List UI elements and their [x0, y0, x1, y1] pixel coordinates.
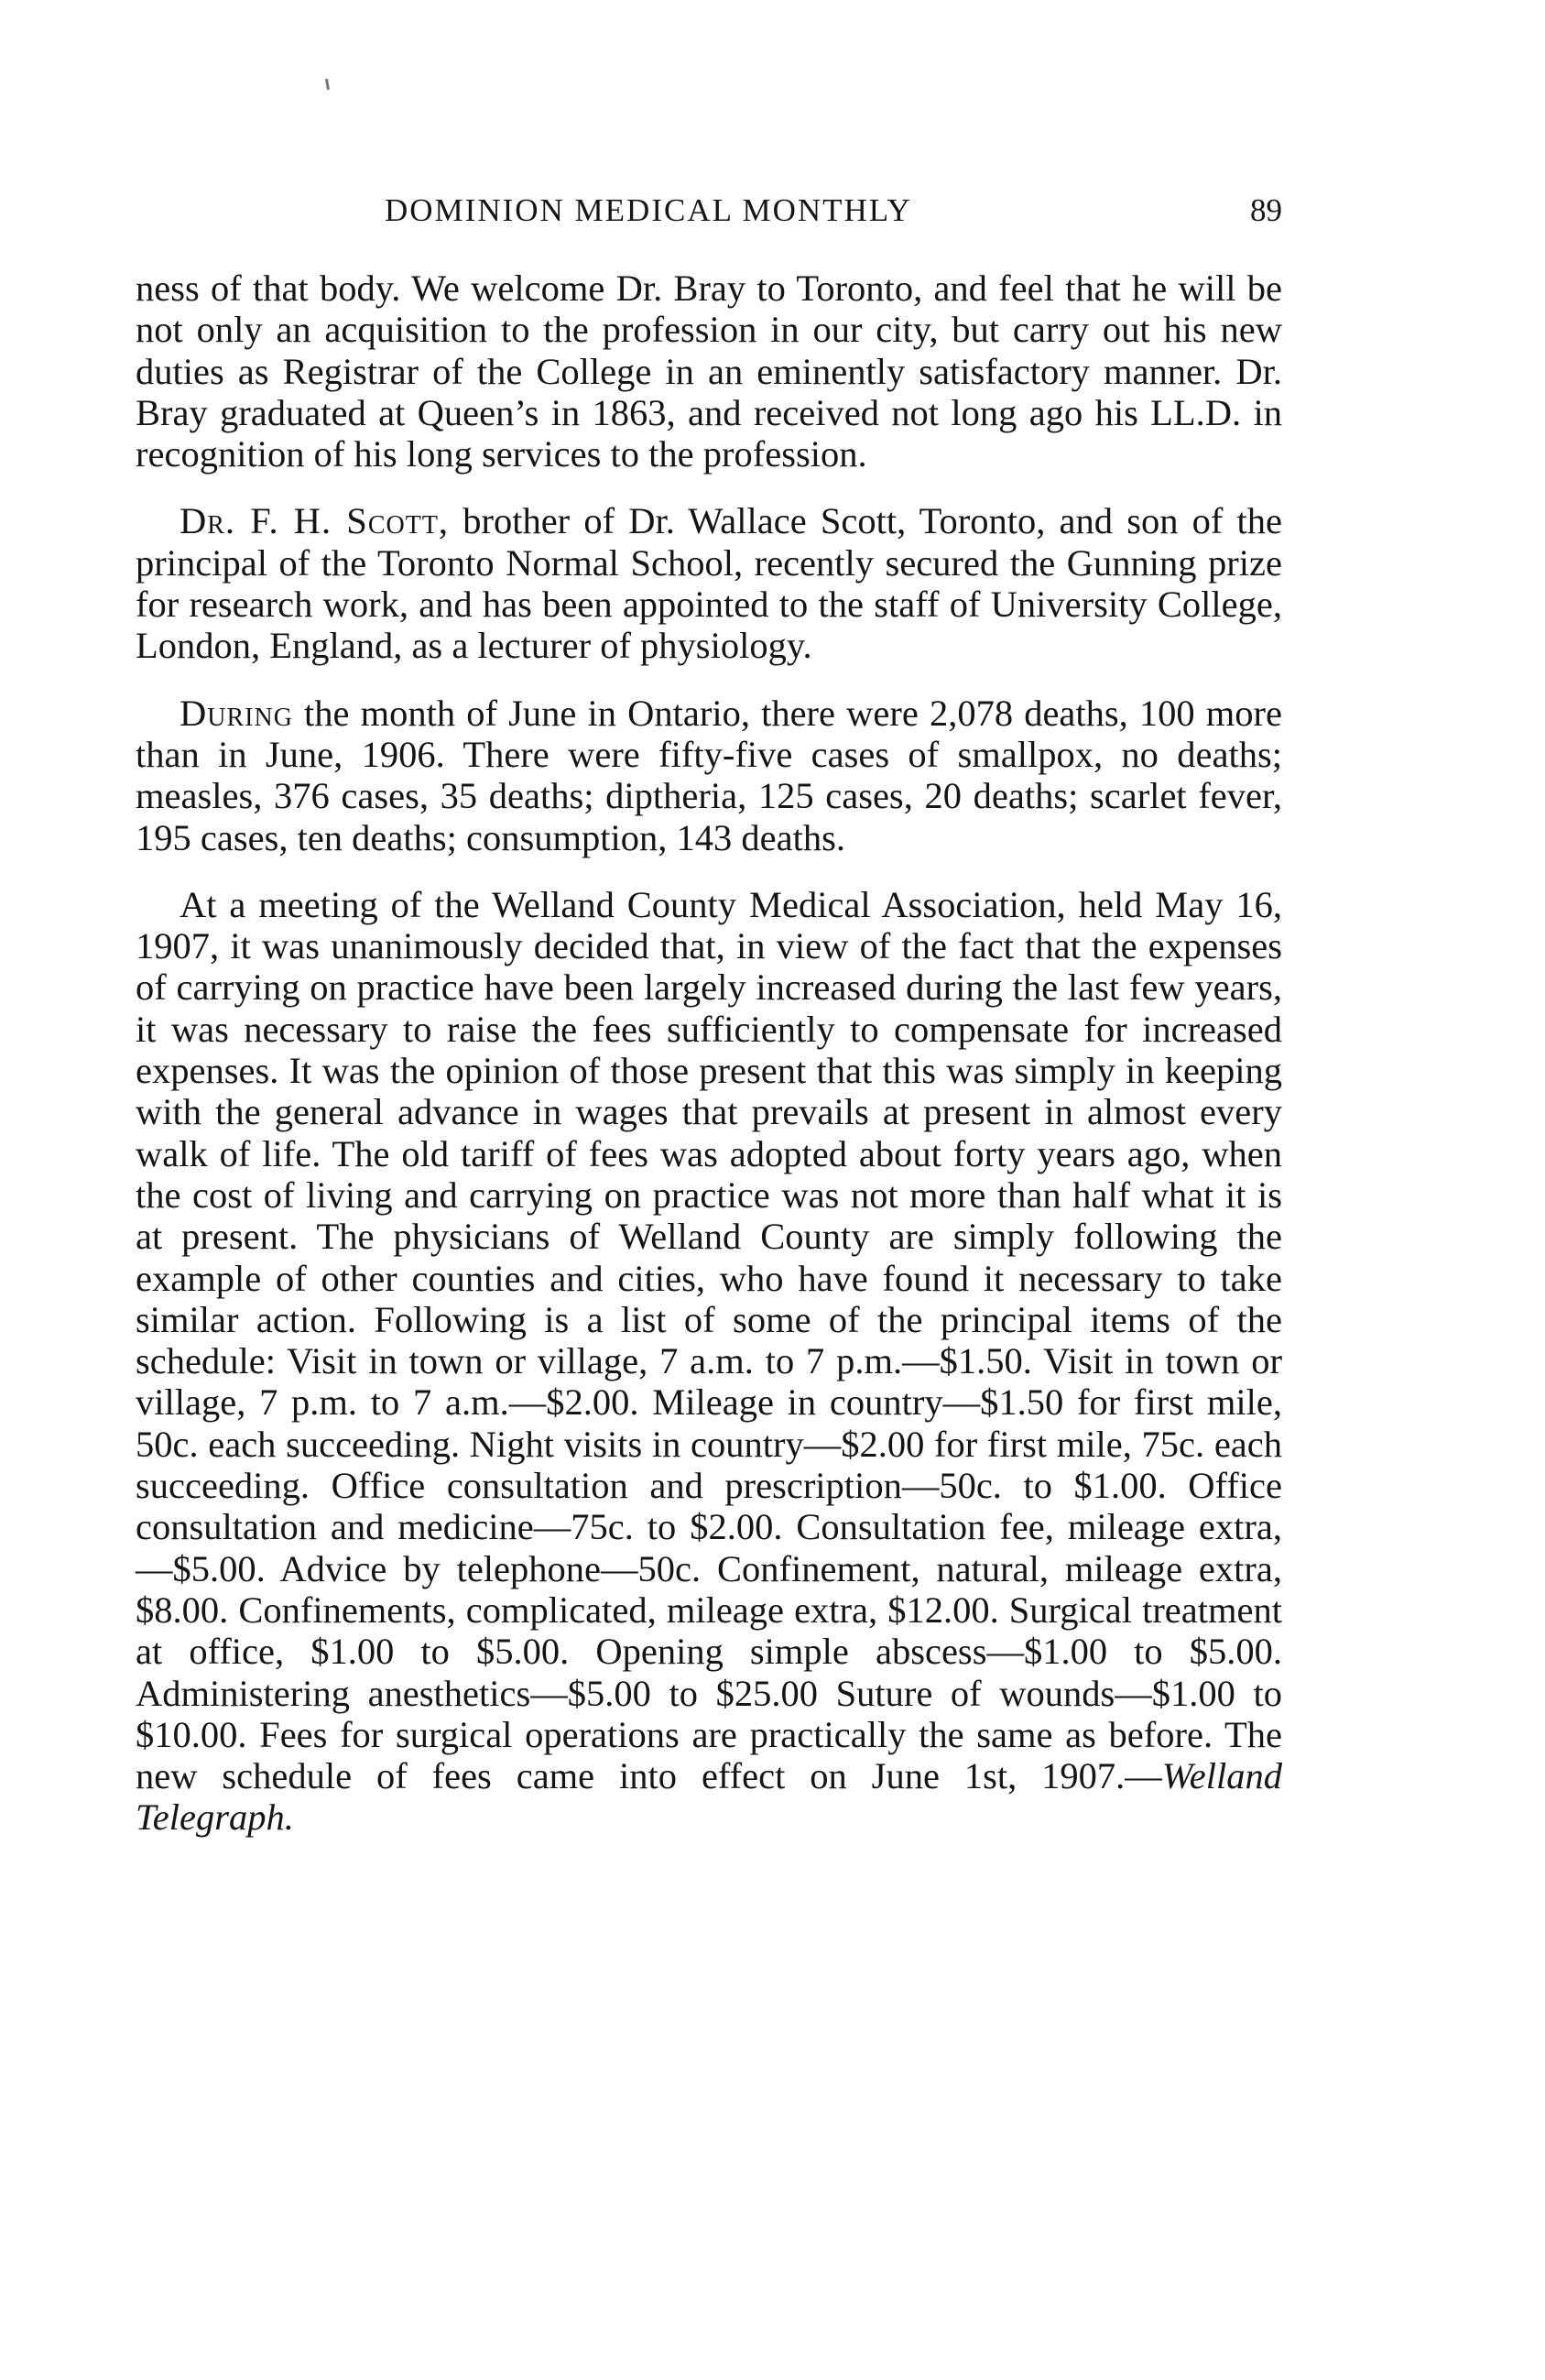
- paragraph-welland-fees: [136, 884, 1282, 1839]
- paragraph-text: the month of June in Ontario, there were 2,078 deaths, 100 more than in June, 1906. There were fifty-five cases of smallpox, no deaths; measles, 376 cases, 35 deaths; diptheria, 125 cases, 20 deaths; scarlet fever, 195 cases, ten deaths; consumption, 143 deaths.: [136, 692, 1282, 858]
- paragraph-ontario-deaths: [136, 693, 1282, 858]
- paragraph-scott: [136, 500, 1282, 666]
- source-citation: Welland Telegraph.: [136, 1755, 1282, 1839]
- paragraph-text: brother of Dr. Wallace Scott, Toronto, and son of the principal of the Toronto Normal School, recently secured the Gunning prize for research work, and has been appointed to the staff of University College, London, England, as a lecturer of physiology.: [136, 500, 1282, 667]
- running-title: DOMINION MEDICAL MONTHLY: [385, 192, 912, 228]
- paragraph-text: At a meeting of the Welland County Medical Association, held May 16, 1907, it was unanimously decided that, in view of the fact that the expenses of carrying on practice have been largely increased during the last few years, it was necessary to raise the fees sufficiently to compensate for increased expenses. It was the opinion of those present that this was simply in keeping with the general advance in wages that prevails at present in almost every walk of life. The old tariff of fees was adopted about forty years ago, when the cost of living and carrying on practice was not more than half what it is at present. The physicians of Welland County are simply following the example of other counties and cities, who have found it necessary to take similar action. Following is a list of some of the principal items of the schedule: Visit in town or village, 7 a.m. to 7 p.m.—$1.50. Visit in town or village, 7 p.m. to 7 a.m.—$2.00. Mileage in country—$1.50 for first mile, 50c. each succeeding. Night visits in country—$2.00 for first mile, 75c. each succeeding. Office consultation and prescription—50c. to $1.00. Office consultation and medicine—75c. to $2.00. Consultation fee, mileage extra,—$5.00. Advice by telephone—50c. Confinement, natural, mileage extra, $8.00. Confinements, complicated, mileage extra, $12.00. Surgical treatment at office, $1.00 to $5.00. Opening simple abscess—$1.00 to $5.00. Administering anesthetics—$5.00 to $25.00 Suture of wounds—$1.00 to $10.00. Fees for surgical operations are practically the same as before. The new schedule of fees came into effect on June 1st, 1907.—: [136, 883, 1282, 1797]
- paragraph-text: ness of that body. We welcome Dr. Bray to Toronto, and feel that he will be not only an acquisition to the profession in our city, but carry out his new duties as Registrar of the College in an eminently satisfactory manner. Dr. Bray graduated at Queen’s in 1863, and received not long ago his LL.D. in recognition of his long services to the profession.: [136, 267, 1282, 475]
- paragraph-lead: Dr. F. H. Scott,: [180, 500, 450, 542]
- paragraph-bray: [136, 267, 1282, 475]
- paragraph-lead: During: [180, 692, 293, 734]
- page-header: [136, 189, 1282, 244]
- page-number: 89: [1250, 192, 1282, 228]
- paper-speck: [325, 79, 330, 90]
- article-body: [136, 267, 1282, 1839]
